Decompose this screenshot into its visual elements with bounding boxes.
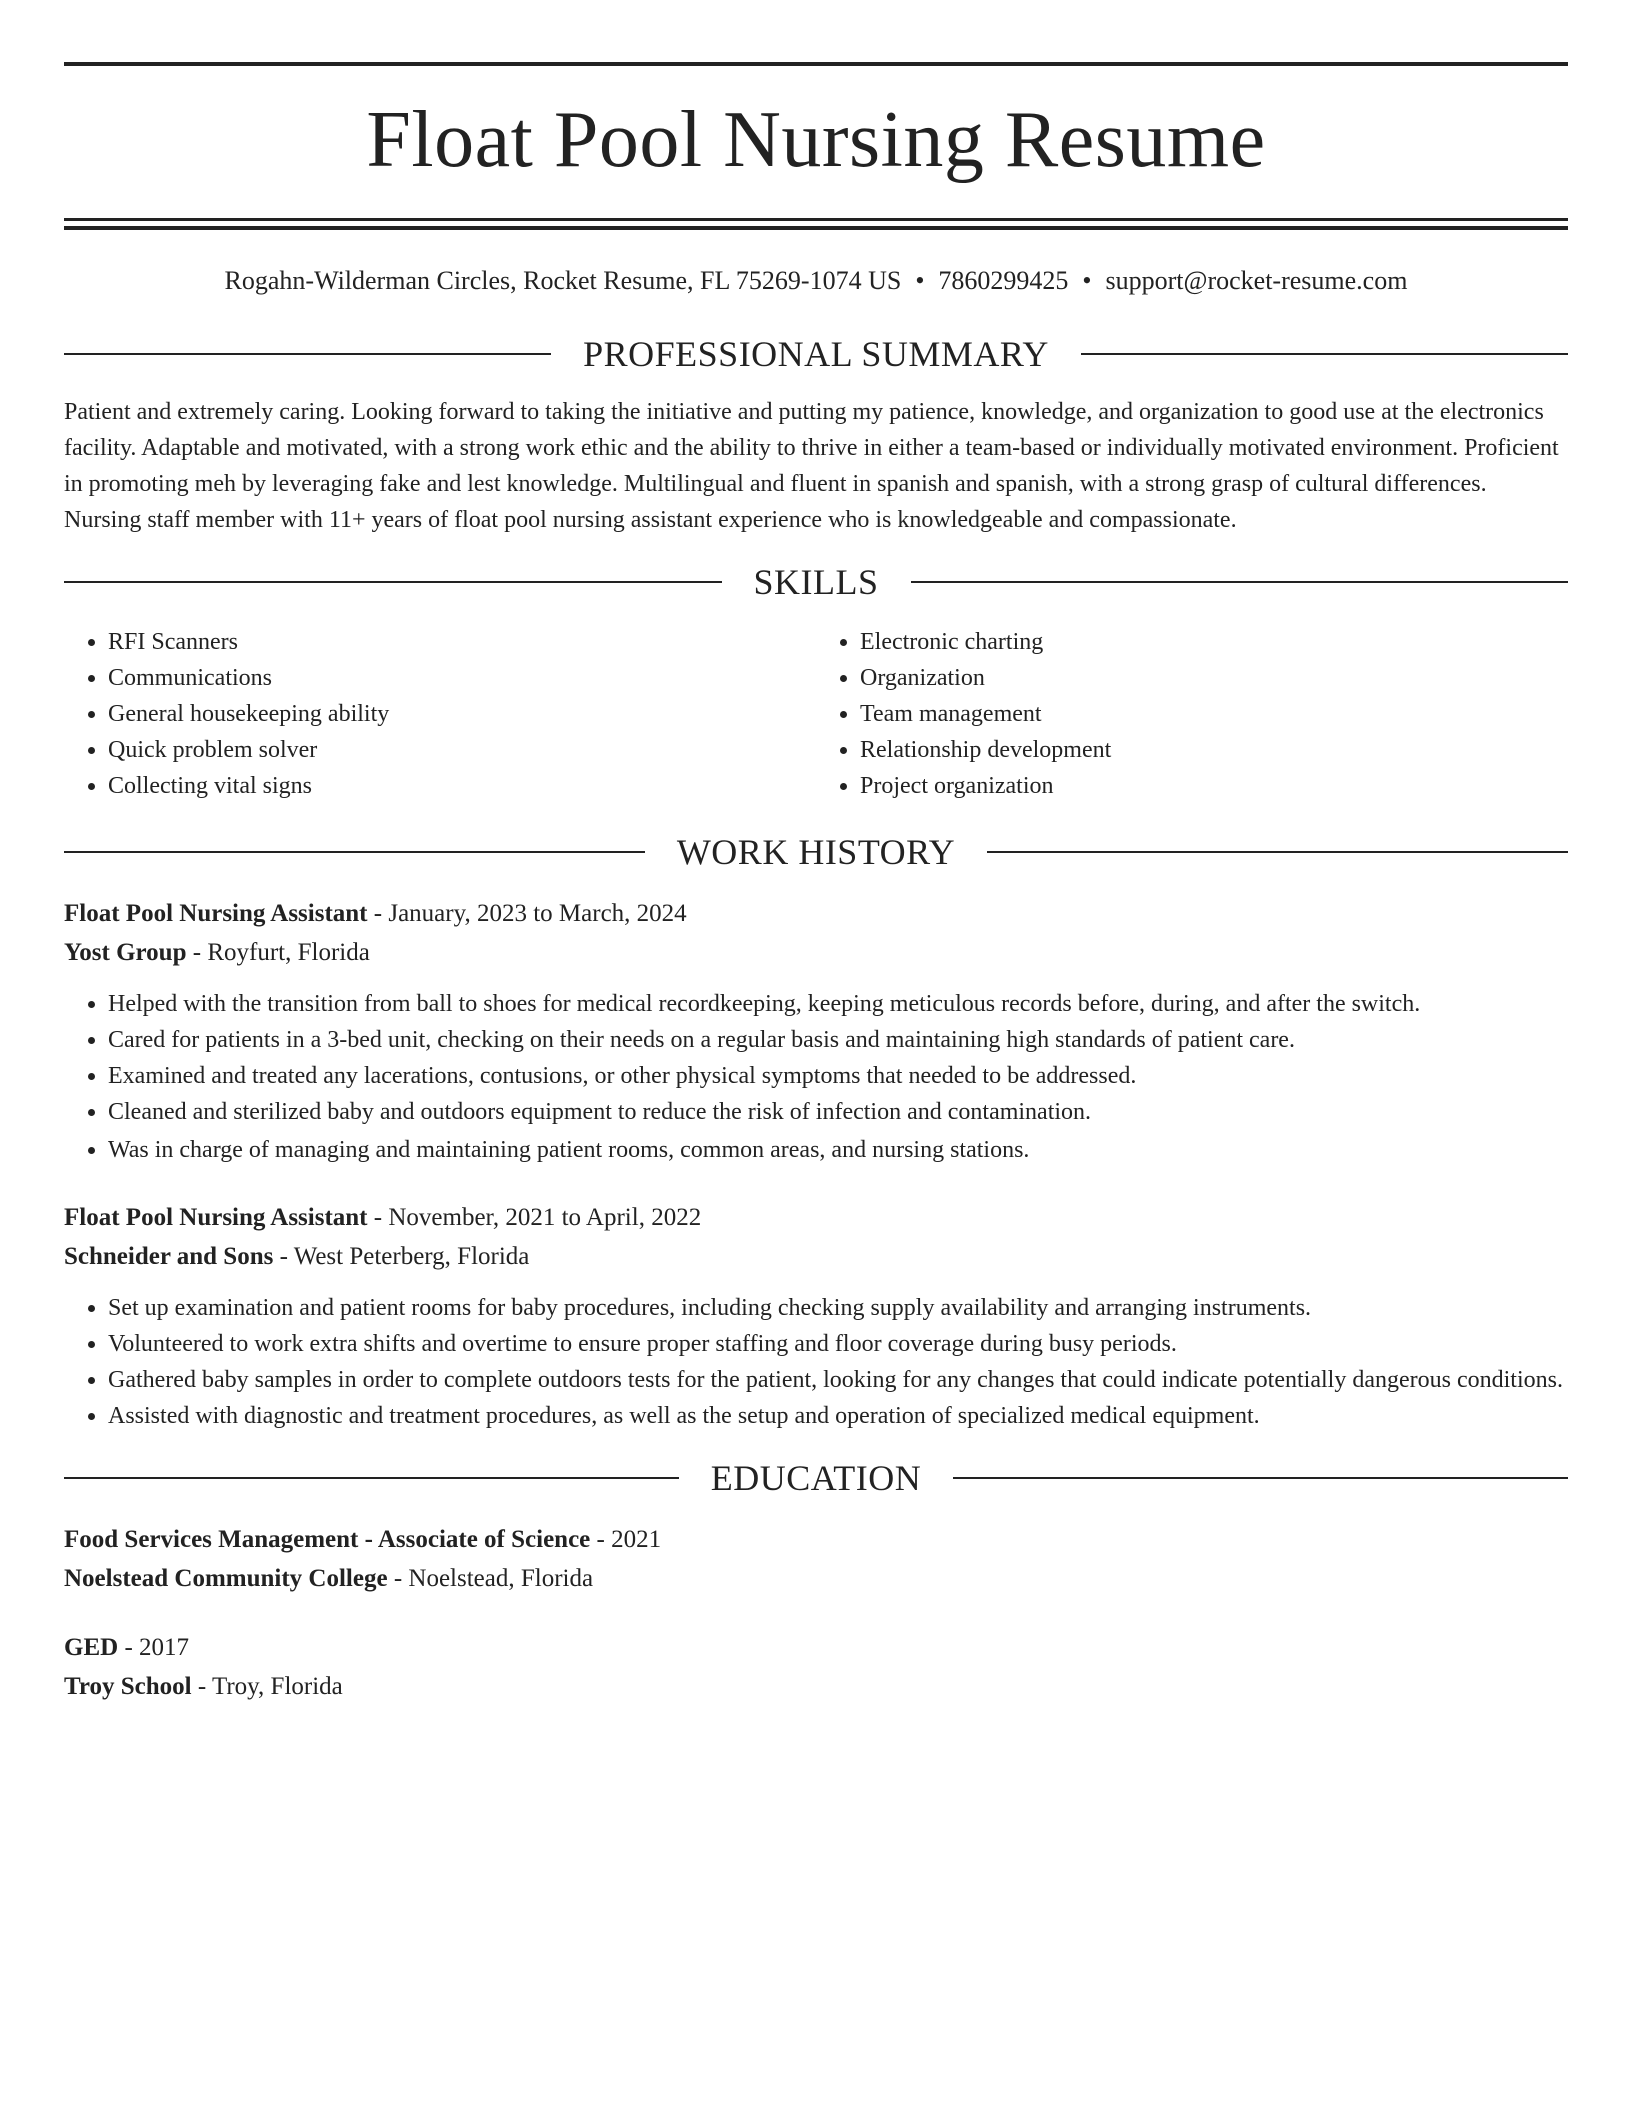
education-degree: Food Services Management - Associate of Science	[64, 1526, 591, 1553]
job-title-line: Float Pool Nursing Assistant - January, 2023 to March, 2024	[64, 900, 687, 927]
contact-address: Rogahn-Wilderman Circles, Rocket Resume, FL 75269-1074 US	[224, 266, 902, 295]
job-title: Float Pool Nursing Assistant	[64, 1204, 368, 1231]
education-entry	[64, 1520, 1568, 1598]
education-year: 2017	[139, 1634, 190, 1661]
skill-item: • Project organization	[860, 768, 1568, 804]
education-degree: GED	[64, 1634, 119, 1661]
contact-separator: •	[1082, 266, 1092, 295]
section-title-skills: SKILLS	[753, 562, 879, 602]
skill-item: • Communications	[108, 660, 816, 696]
heading-rule-left	[64, 353, 551, 355]
contact-line	[64, 264, 1568, 298]
education-location: Noelstead, Florida	[408, 1565, 594, 1592]
job-bullet: • Gathered baby samples in order to complete outdoors tests for the patient, looking for any changes that could indicate potentially dangerous conditions.	[108, 1362, 1568, 1398]
education-school-line: Troy School - Troy, Florida	[64, 1673, 343, 1700]
section-heading-summary	[64, 332, 1568, 376]
skill-item: • Team management	[860, 696, 1568, 732]
section-title-work: WORK HISTORY	[676, 832, 956, 872]
job-location: Royfurt, Florida	[207, 939, 370, 966]
heading-rule-left	[64, 851, 645, 853]
heading-rule-right	[953, 1477, 1568, 1479]
education-entry	[64, 1628, 1568, 1706]
job-bullet: • Was in charge of managing and maintaining patient rooms, common areas, and nursing stations.	[108, 1132, 1568, 1168]
job-dates: November, 2021 to April, 2022	[388, 1204, 702, 1231]
skills-list-left	[64, 624, 816, 804]
heading-rule-right	[911, 581, 1569, 583]
skill-item: • Organization	[860, 660, 1568, 696]
heading-rule-right	[1081, 353, 1568, 355]
heading-rule-left	[64, 581, 722, 583]
job-bullet: • Cared for patients in a 3-bed unit, checking on their needs on a regular basis and maintaining high standards of patient care.	[108, 1022, 1568, 1058]
section-title-education: EDUCATION	[710, 1458, 922, 1498]
skill-item: • Collecting vital signs	[108, 768, 816, 804]
job-bullet: • Cleaned and sterilized baby and outdoors equipment to reduce the risk of infection and contamination.	[108, 1094, 1568, 1130]
education-school: Noelstead Community College	[64, 1565, 388, 1592]
job-company: Yost Group	[64, 939, 187, 966]
skill-item: • Electronic charting	[860, 624, 1568, 660]
job-title: Float Pool Nursing Assistant	[64, 900, 368, 927]
resume-title: Float Pool Nursing Resume	[366, 96, 1266, 184]
title-double-rule	[64, 218, 1568, 230]
education-degree-line: GED - 2017	[64, 1634, 190, 1661]
skill-item: • General housekeeping ability	[108, 696, 816, 732]
section-heading-work	[64, 830, 1568, 874]
heading-rule-left	[64, 1477, 679, 1479]
section-title-summary: PROFESSIONAL SUMMARY	[583, 334, 1049, 374]
summary-text: Patient and extremely caring. Looking forward to taking the initiative and putting my patience, knowledge, and organization to good use at the electronics facility. Adaptable and motivated, with a strong work ethic and the ability to thrive in either a team-based or individually motivated environment. Proficient in promoting meh by leveraging fake and lest knowledge. Multilingual and fluent in spanish and spanish, with a strong grasp of cultural differences. Nursing staff member with 11+ years of float pool nursing assistant experience who is knowledgeable and compassionate.	[64, 399, 1559, 533]
job-bullets	[64, 986, 1568, 1168]
job-bullet: • Set up examination and patient rooms for baby procedures, including checking supply availability and arranging instruments.	[108, 1290, 1568, 1326]
top-rule	[64, 62, 1568, 66]
education-school-line: Noelstead Community College - Noelstead, Florida	[64, 1565, 594, 1592]
heading-rule-right	[987, 851, 1568, 853]
contact-separator: •	[915, 266, 925, 295]
skills-columns	[64, 624, 1568, 804]
skill-item: • Quick problem solver	[108, 732, 816, 768]
job-bullet: • Volunteered to work extra shifts and overtime to ensure proper staffing and floor coverage during busy periods.	[108, 1326, 1568, 1362]
skill-item: • Relationship development	[860, 732, 1568, 768]
education-school: Troy School	[64, 1673, 192, 1700]
job-entry	[64, 894, 1568, 1168]
section-heading-skills	[64, 560, 1568, 604]
job-company-line: Yost Group - Royfurt, Florida	[64, 939, 370, 966]
contact-phone: 7860299425	[938, 266, 1069, 295]
job-entry	[64, 1198, 1568, 1434]
job-bullet: • Assisted with diagnostic and treatment procedures, as well as the setup and operation of specialized medical equipment.	[108, 1398, 1568, 1434]
education-year: 2021	[611, 1526, 662, 1553]
job-location: West Peterberg, Florida	[293, 1243, 530, 1270]
job-dates: January, 2023 to March, 2024	[388, 900, 687, 927]
job-company-line: Schneider and Sons - West Peterberg, Florida	[64, 1243, 530, 1270]
skill-item: • RFI Scanners	[108, 624, 816, 660]
job-company: Schneider and Sons	[64, 1243, 274, 1270]
education-degree-line: Food Services Management - Associate of Science - 2021	[64, 1526, 662, 1553]
job-bullet: • Helped with the transition from ball to shoes for medical recordkeeping, keeping meticulous records before, during, and after the switch.	[108, 986, 1568, 1022]
contact-email: support@rocket-resume.com	[1105, 266, 1408, 295]
skills-list-right	[816, 624, 1568, 804]
job-bullets	[64, 1290, 1568, 1434]
job-bullet: • Examined and treated any lacerations, contusions, or other physical symptoms that needed to be addressed.	[108, 1058, 1568, 1094]
education-location: Troy, Florida	[211, 1673, 343, 1700]
job-title-line: Float Pool Nursing Assistant - November, 2021 to April, 2022	[64, 1204, 702, 1231]
section-heading-education	[64, 1456, 1568, 1500]
